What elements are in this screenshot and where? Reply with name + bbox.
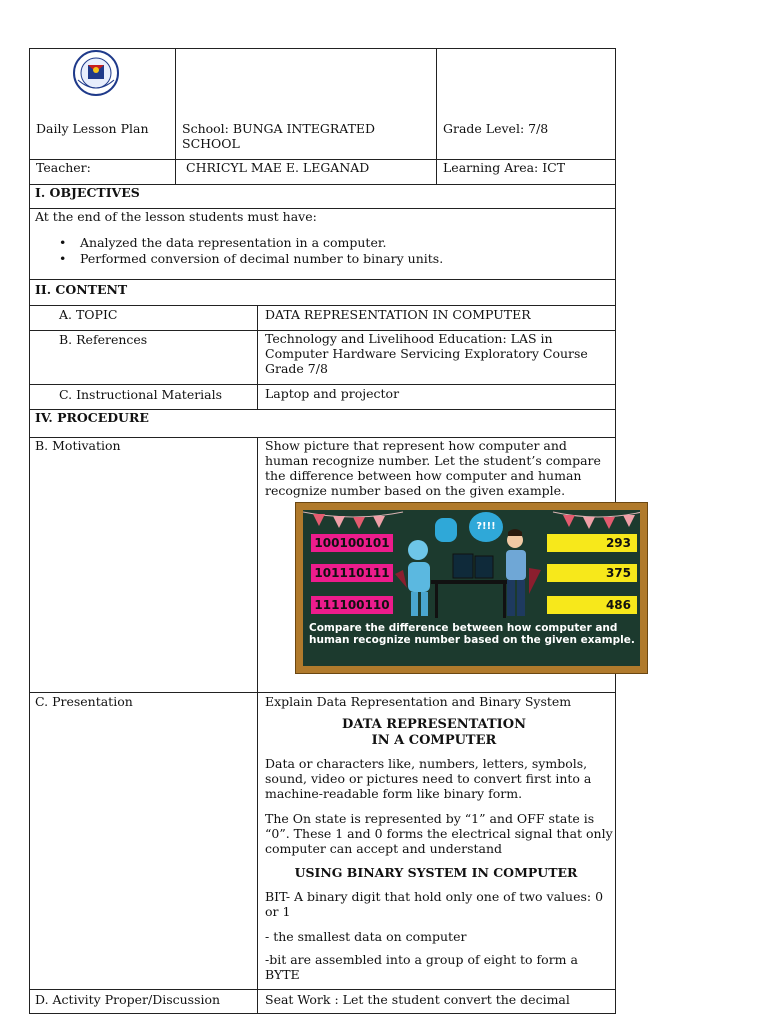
decimal-number: 293: [547, 534, 637, 552]
binary-system-heading: USING BINARY SYSTEM IN COMPUTER: [294, 865, 578, 880]
learning-area: Learning Area: ICT: [443, 160, 566, 175]
binary-number: 101110111: [311, 564, 393, 582]
procedure-heading: IV. PROCEDURE: [35, 410, 149, 425]
school-name: School: BUNGA INTEGRATED SCHOOL: [182, 121, 376, 151]
objective-item: Analyzed the data representation in a computer.: [80, 235, 387, 250]
materials-label: C. Instructional Materials: [59, 387, 223, 402]
binary-number: 111100110: [311, 596, 393, 614]
seal-icon: [70, 50, 122, 96]
row-rule: [29, 989, 616, 990]
topic-label: A. TOPIC: [59, 307, 118, 322]
slide-caption: Compare the difference between how computer and human recognize number based on the given example.: [309, 622, 635, 646]
objectives-intro: At the end of the lesson students must have:: [35, 209, 317, 224]
grade-level: Grade Level: 7/8: [443, 121, 549, 136]
header-divider: [436, 48, 437, 185]
teacher-name: CHRICYL MAE E. LEGANAD: [186, 160, 370, 175]
references-label: B. References: [59, 332, 148, 347]
decimal-number: 486: [547, 596, 637, 614]
presentation-paragraph: Data or characters like, numbers, letters, symbols, sound, video or pictures need to convert first into a machine-readable form like binary form.: [265, 756, 592, 801]
motivation-label: B. Motivation: [35, 438, 121, 453]
topic-value: DATA REPRESENTATION IN COMPUTER: [265, 307, 531, 322]
materials-value: Laptop and projector: [265, 386, 400, 401]
activity-label: D. Activity Proper/Discussion: [35, 992, 221, 1007]
header-divider: [175, 48, 176, 185]
lesson-plan-title: Daily Lesson Plan: [36, 121, 149, 136]
question-bubble: ?!!!: [469, 512, 503, 542]
presentation-paragraph: - the smallest data on computer: [265, 929, 467, 944]
presentation-intro: Explain Data Representation and Binary System: [265, 694, 572, 709]
objective-item: Performed conversion of decimal number to binary units.: [80, 251, 444, 266]
deped-seal: [70, 50, 122, 96]
column-divider: [257, 305, 258, 409]
presentation-label: C. Presentation: [35, 694, 133, 709]
decimal-number: 375: [547, 564, 637, 582]
table-border-left: [29, 48, 30, 1014]
data-representation-heading: [258, 717, 610, 749]
row-rule: [29, 692, 616, 693]
binary-number: 100100101: [311, 534, 393, 552]
row-rule: [29, 384, 616, 385]
bullet-icon: •: [59, 235, 67, 250]
row-rule: [29, 279, 616, 280]
presentation-paragraph: The On state is represented by “1” and OFF state is “0”. These 1 and 0 forms the electrical signal that only computer can accept and understand: [265, 811, 613, 856]
heading-line: DATA REPRESENTATION: [342, 717, 526, 732]
presentation-paragraph: -bit are assembled into a group of eight to form a BYTE: [265, 952, 578, 982]
content-heading: II. CONTENT: [35, 282, 128, 297]
motivation-text: Show picture that represent how computer and human recognize number. Let the student’s compare the difference between how computer and human recognize number based on the given example.: [265, 438, 601, 498]
heading-line: IN A COMPUTER: [371, 733, 497, 748]
table-border-top: [29, 48, 616, 49]
chalkboard: [303, 510, 640, 666]
row-rule: [29, 305, 616, 306]
bullet-icon: •: [59, 251, 67, 266]
table-border-bottom: [29, 1013, 616, 1014]
activity-text: Seat Work : Let the student convert the decimal: [265, 992, 570, 1007]
teacher-label: Teacher:: [36, 160, 91, 175]
presentation-paragraph: BIT- A binary digit that hold only one of two values: 0 or 1: [265, 889, 604, 919]
motivation-slide-image: [295, 502, 648, 674]
objectives-heading: I. OBJECTIVES: [35, 185, 140, 200]
references-value: Technology and Livelihood Education: LAS in Computer Hardware Servicing Exploratory Course Grade 7/8: [265, 331, 588, 376]
